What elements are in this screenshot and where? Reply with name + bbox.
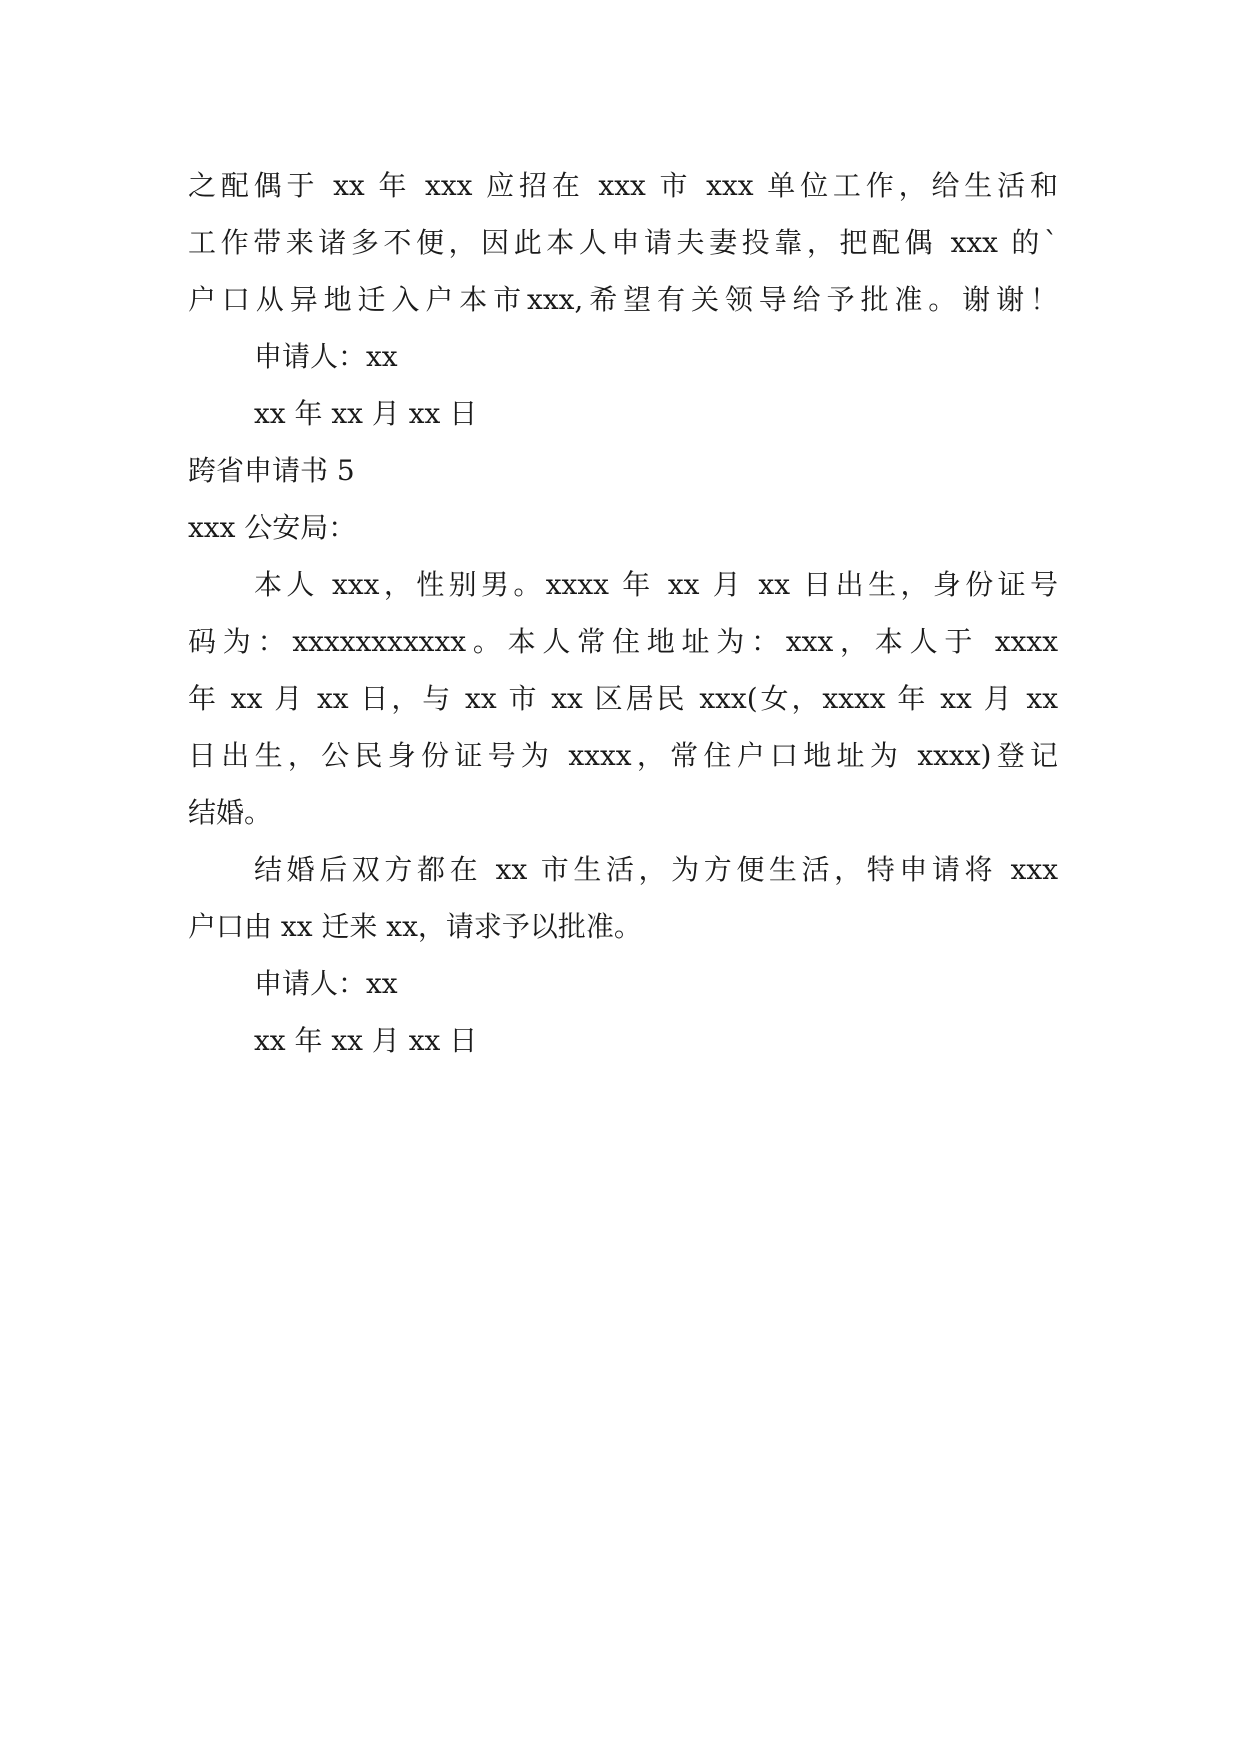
- paragraph-line: 户口从异地迁入户本市xxx,希望有关领导给予批准。谢谢！: [188, 283, 1058, 316]
- paragraph-line: 本人 xxx，性别男。xxxx 年 xx 月 xx 日出生，身份证号: [254, 568, 1058, 601]
- paragraph-line: 码为：xxxxxxxxxxx。本人常住地址为：xxx，本人于 xxxx: [188, 625, 1058, 658]
- paragraph-line: 结婚后双方都在 xx 市生活，为方便生活，特申请将 xxx: [254, 853, 1058, 886]
- section-title: 跨省申请书 5: [188, 454, 355, 487]
- document-body: [188, 157, 1058, 1069]
- date-line: xx 年 xx 月 xx 日: [254, 1024, 478, 1057]
- paragraph-line: 年 xx 月 xx 日，与 xx 市 xx 区居民 xxx(女，xxxx 年 xx 月 xx: [188, 682, 1058, 715]
- paragraph-line: 之配偶于 xx 年 xxx 应招在 xxx 市 xxx 单位工作，给生活和: [188, 169, 1058, 202]
- paragraph-line: 结婚。: [188, 796, 273, 829]
- paragraph-line: 日出生，公民身份证号为 xxxx，常住户口地址为 xxxx)登记: [188, 739, 1058, 772]
- paragraph-line: 工作带来诸多不便，因此本人申请夫妻投靠，把配偶 xxx 的`: [188, 226, 1058, 259]
- paragraph-line: 户口由 xx 迁来 xx，请求予以批准。: [188, 910, 642, 943]
- signature-line: 申请人：xx: [254, 967, 398, 1000]
- signature-line: 申请人：xx: [254, 340, 398, 373]
- date-line: xx 年 xx 月 xx 日: [254, 397, 478, 430]
- addressee: xxx 公安局：: [188, 511, 357, 544]
